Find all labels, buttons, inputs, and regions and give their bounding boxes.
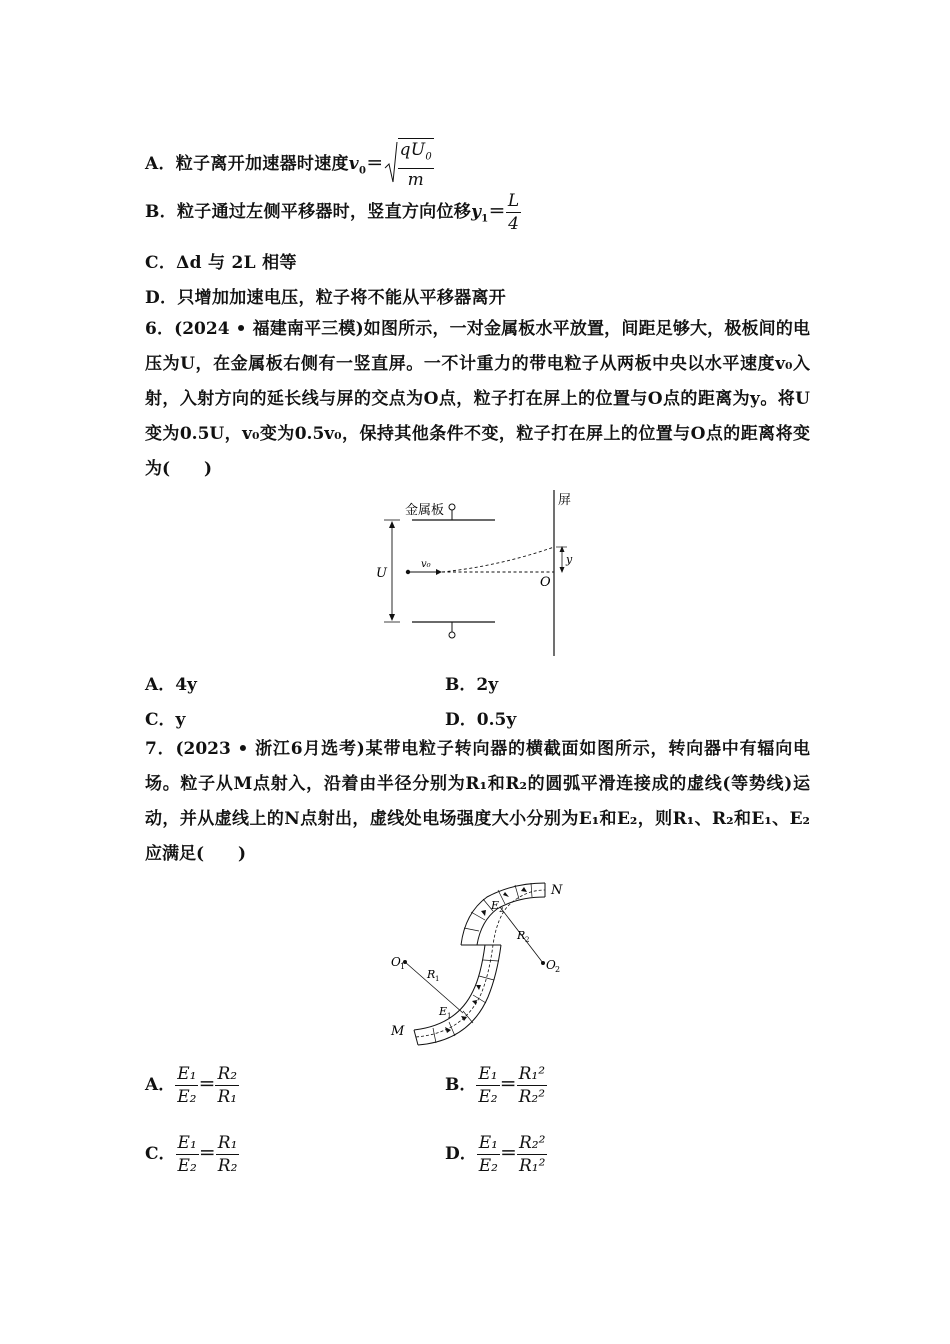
velocity-label: v₀ — [421, 559, 431, 570]
q6-option-c: C．y — [145, 710, 186, 730]
option-a-num: qU — [399, 140, 426, 160]
option-a-v: v — [348, 154, 359, 175]
q7-text: 某带电粒子转向器的横截面如图所示，转向器中有辐向电场。粒子从M点射入，沿着由半径分别为R₁和R₂的圆弧平滑连接成的虚线(等势线)运动，并从虚线上的N点射出，虚线处电场强度大小分别为E₁和E₂，则R₁、R₂和E₁、E₂应满足( ) — [145, 739, 810, 864]
q6-text: 如图所示，一对金属板水平放置，间距足够大，极板间的电压为U，在金属板右侧有一竖直屏。一不计重力的带电粒子从两板中央以水平速度v₀入射，入射方向的延长线与屏的交点为O点，粒子打在屏上的位置与O点的距离为y。将U变为0.5U，v₀变为0.5v₀，保持其他条件不变，粒子打在屏上的位置与O点的距离将变为( ) — [145, 319, 811, 479]
option-a-eq: ＝ — [366, 154, 384, 175]
exit-label: N — [551, 883, 563, 898]
screen-label: 屏 — [558, 493, 572, 508]
velocity-arrow-head-icon — [436, 569, 442, 575]
q6-stem — [145, 312, 810, 487]
q7-b-eq: ＝ — [499, 1075, 517, 1095]
q7-a-rhs-num: R₂ — [217, 1064, 238, 1084]
plate-label: 金属板 — [405, 503, 445, 518]
entry-edge — [414, 1030, 418, 1045]
q7-a-eq: ＝ — [198, 1075, 216, 1095]
q7-d-lhs-den: E₂ — [478, 1156, 498, 1176]
q7-option-a — [145, 1063, 239, 1108]
q6-number: 6．(2024 • 福建南平三模) — [145, 319, 364, 339]
q7-b-letter: B． — [445, 1075, 477, 1095]
q7-c-rhs-den: R₂ — [217, 1156, 238, 1176]
option-b-fraction — [506, 190, 522, 235]
particle-dot — [406, 570, 410, 574]
e1-sub: 1 — [447, 1012, 452, 1020]
bottom-terminal — [449, 632, 455, 638]
option-a-den: m — [407, 170, 425, 191]
option-a-text: A．粒子离开加速器时速度 — [145, 154, 349, 175]
e1-label: E — [439, 1005, 448, 1018]
q6-option-b: B．2y — [445, 675, 499, 695]
option-b-y-sub: 1 — [481, 213, 489, 225]
q7-b-lhs-den: E₂ — [478, 1087, 498, 1107]
q7-option-c — [145, 1132, 239, 1177]
option-b-y: y — [471, 202, 482, 222]
q7-b-lhs-num: E₁ — [478, 1064, 498, 1084]
displacement-label: y — [566, 553, 573, 566]
option-a-num-sub: 0 — [425, 151, 433, 163]
center2-sub: 2 — [555, 965, 561, 974]
q6-option-d: D．0.5y — [445, 710, 517, 730]
q7-a-lhs-num: E₁ — [177, 1064, 197, 1084]
e2-label: E — [491, 899, 500, 912]
q7-a-lhs-den: E₂ — [177, 1087, 197, 1107]
q7-option-d — [445, 1132, 547, 1177]
q7-number: 7．(2023 • 浙江6月选考) — [145, 739, 365, 759]
r1-label: R — [427, 968, 436, 981]
r1-sub: 1 — [435, 975, 440, 983]
q7-figure — [385, 875, 570, 1050]
q7-d-eq: ＝ — [499, 1144, 517, 1164]
q7-c-lhs-num: E₁ — [177, 1133, 197, 1153]
trajectory-dashed-curve — [442, 547, 554, 572]
q7-c-eq: ＝ — [198, 1144, 216, 1164]
upper-outer-arc — [461, 883, 545, 945]
origin-label: O — [540, 575, 551, 590]
top-terminal — [449, 504, 455, 510]
q7-a-rhs-den: R₁ — [217, 1087, 238, 1107]
center2-label: O — [546, 958, 556, 972]
q6-figure — [370, 488, 580, 658]
q5-option-d: D．只增加加速电压，粒子将不能从平移器离开 — [145, 288, 507, 308]
q7-d-lhs-num: E₁ — [478, 1133, 498, 1153]
q7-d-rhs-den: R₁² — [518, 1156, 546, 1176]
q5-option-c: C．Δd 与 2L 相等 — [145, 253, 297, 273]
q7-d-letter: D． — [445, 1144, 477, 1164]
sqrt-sign-icon — [384, 140, 398, 189]
y-arrow-down-icon — [560, 567, 565, 573]
entry-label: M — [391, 1024, 405, 1039]
q7-d-rhs-num: R₂² — [518, 1133, 546, 1153]
option-b-num: L — [507, 191, 520, 211]
q7-c-rhs-num: R₁ — [217, 1133, 238, 1153]
q7-b-rhs-den: R₂² — [518, 1087, 546, 1107]
option-b-eq: ＝ — [488, 202, 506, 222]
q5-option-b — [145, 190, 521, 235]
center1-sub: 1 — [400, 962, 406, 971]
option-b-text: B．粒子通过左侧平移器时，竖直方向位移 — [145, 202, 472, 222]
center1-label: O — [391, 955, 401, 969]
voltage-arrow-down-icon — [389, 614, 395, 621]
voltage-label: U — [376, 566, 387, 581]
e2-sub: 2 — [499, 906, 504, 914]
r2-label: R — [517, 929, 526, 942]
option-a-v-sub: 0 — [358, 165, 367, 177]
q7-b-rhs-num: R₁² — [518, 1064, 546, 1084]
r2-sub: 2 — [525, 936, 530, 944]
q7-c-letter: C． — [145, 1144, 176, 1164]
voltage-arrow-up-icon — [389, 521, 395, 528]
particle-path-dashed — [416, 890, 545, 1037]
q7-stem — [145, 732, 810, 872]
q7-option-b — [445, 1063, 547, 1108]
q7-c-lhs-den: E₂ — [177, 1156, 197, 1176]
q5-option-a — [145, 138, 434, 191]
q7-a-letter: A． — [145, 1075, 176, 1095]
q6-option-a: A．4y — [145, 675, 197, 695]
option-a-fraction — [398, 138, 434, 191]
option-b-den: 4 — [508, 214, 520, 234]
